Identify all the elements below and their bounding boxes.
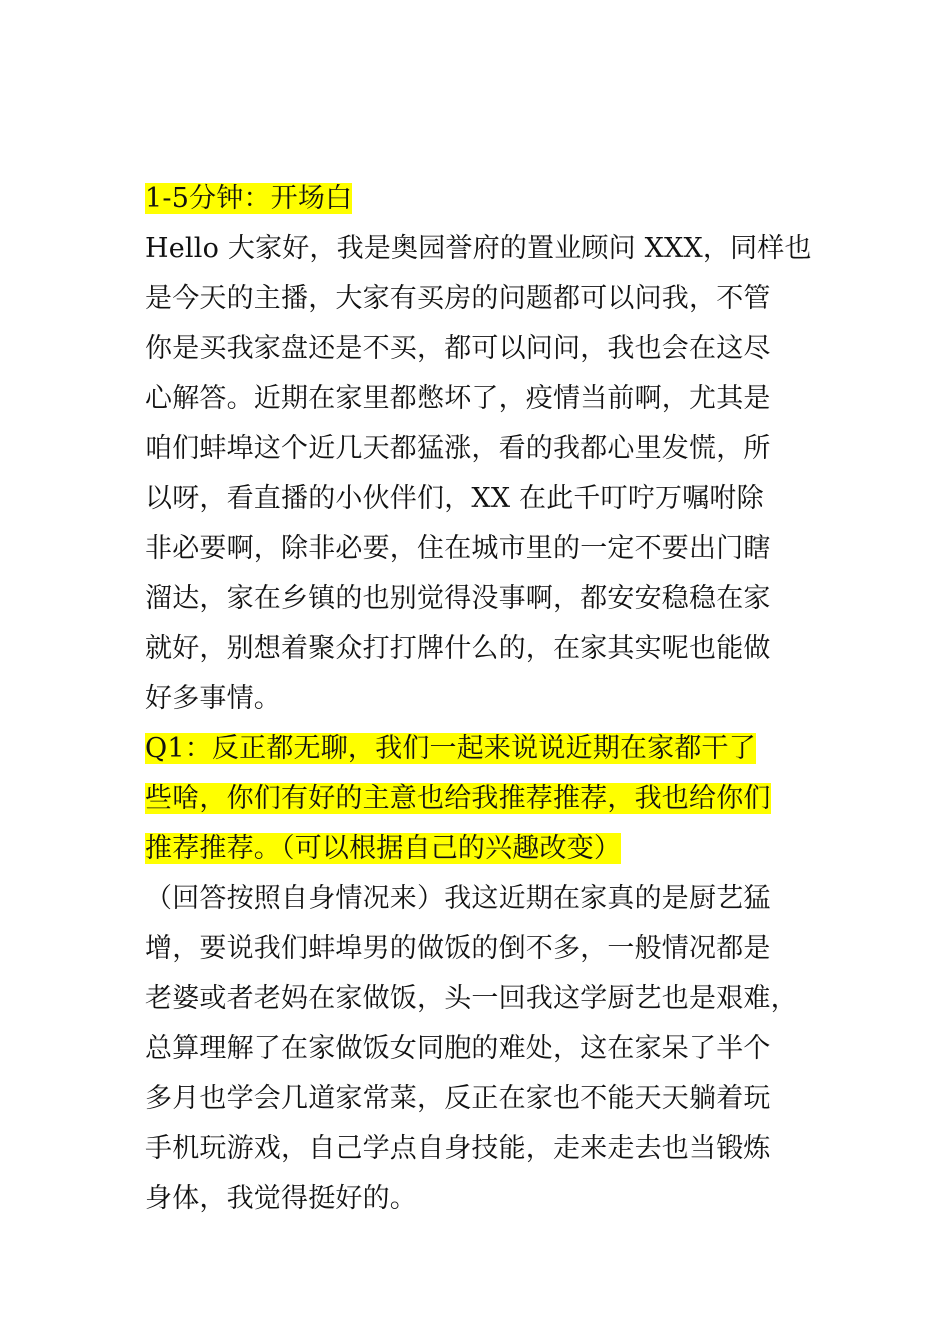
- answer-line: 总算理解了在家做饭女同胞的难处，这在家呆了半个: [145, 1033, 771, 1064]
- intro-line: 好多事情。: [145, 683, 281, 714]
- intro-line: 溜达，家在乡镇的也别觉得没事啊，都安安稳稳在家: [145, 583, 771, 614]
- question-line-text: 些啥，你们有好的主意也给我推荐推荐，我也给你们: [145, 783, 771, 814]
- answer-line: 手机玩游戏，自己学点自身技能，走来走去也当锻炼: [145, 1133, 771, 1164]
- intro-line: 就好，别想着聚众打打牌什么的，在家其实呢也能做: [145, 633, 771, 664]
- answer-line: 老婆或者老妈在家做饭，头一回我这学厨艺也是艰难，: [145, 983, 798, 1014]
- question-line-text: Q1：反正都无聊，我们一起来说说近期在家都干了: [145, 733, 756, 764]
- intro-line: 是今天的主播，大家有买房的问题都可以问我，不管: [145, 283, 771, 314]
- intro-line: Hello 大家好，我是奥园誉府的置业顾问 XXX，同样也: [145, 233, 812, 264]
- section-heading: [145, 174, 352, 224]
- section-heading-text: 1-5分钟：开场白: [145, 183, 353, 214]
- answer-line: 身体，我觉得挺好的。: [145, 1183, 417, 1214]
- intro-line: 心解答。近期在家里都憋坏了，疫情当前啊，尤其是: [145, 383, 771, 414]
- answer-line: （回答按照自身情况来）我这近期在家真的是厨艺猛: [145, 883, 771, 914]
- question-line-text: 推荐推荐。（可以根据自己的兴趣改变）: [145, 833, 622, 864]
- question-line: [145, 774, 771, 824]
- intro-line: 你是买我家盘还是不买，都可以问问，我也会在这尽: [145, 333, 771, 364]
- answer-line: 增，要说我们蚌埠男的做饭的倒不多，一般情况都是: [145, 933, 771, 964]
- answer-line: 多月也学会几道家常菜，反正在家也不能天天躺着玩: [145, 1083, 771, 1114]
- intro-line: 非必要啊，除非必要，住在城市里的一定不要出门瞎: [145, 533, 771, 564]
- question-line: [145, 824, 621, 874]
- intro-line: 咱们蚌埠这个近几天都猛涨，看的我都心里发慌，所: [145, 433, 771, 464]
- question-line: [145, 724, 756, 774]
- intro-line: 以呀，看直播的小伙伴们，XX 在此千叮咛万嘱咐除: [145, 483, 764, 514]
